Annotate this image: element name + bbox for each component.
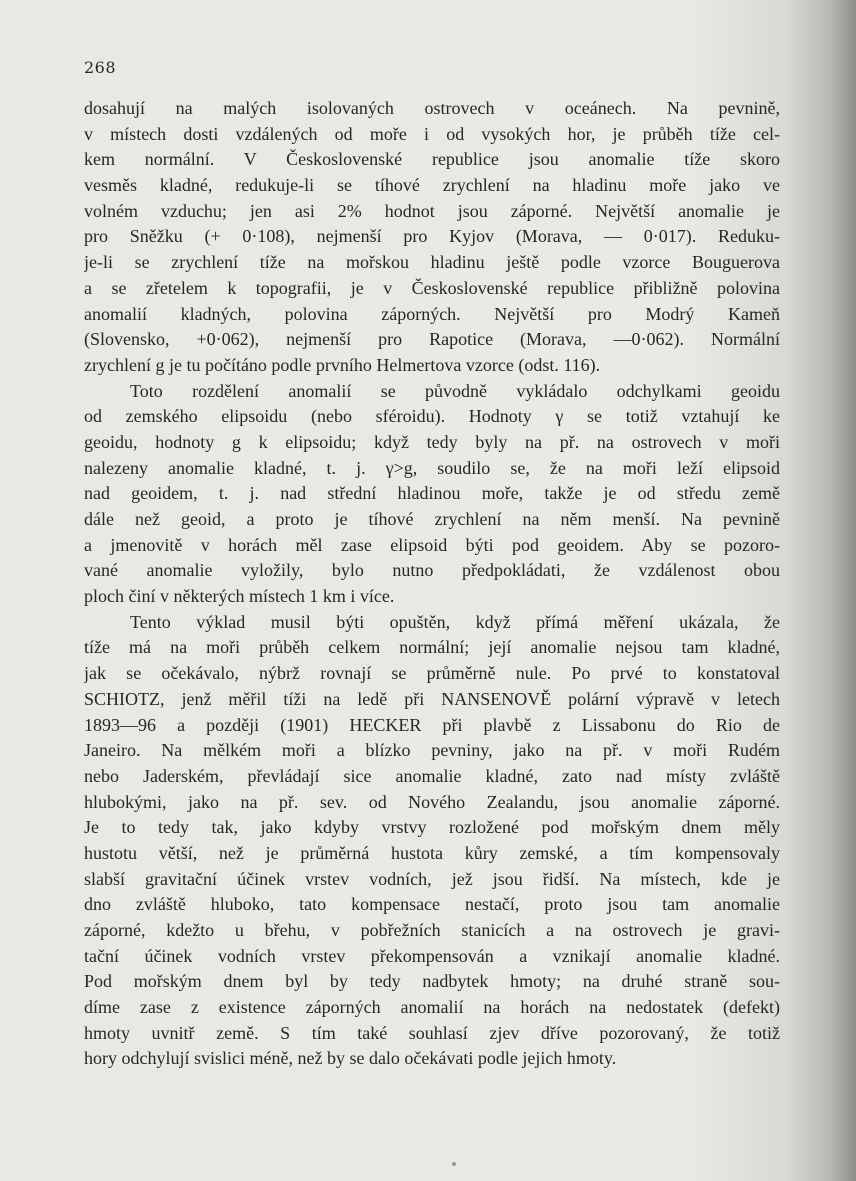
text-line: kem normální. V Československé republice jsou anomalie tíže skoro xyxy=(84,149,780,170)
text-line: ploch činí v některých místech 1 km i více. xyxy=(84,586,395,607)
text-line: a se zřetelem k topografii, je v Československé republice přibližně polovina xyxy=(84,277,780,298)
text-line: tační účinek vodních vrstev překompensován a vznikají anomalie kladné. xyxy=(84,945,780,966)
text-line: a jmenovitě v horách měl zase elipsoid býti pod geoidem. Aby se pozoro- xyxy=(84,534,780,555)
page-number: 268 xyxy=(84,58,117,77)
text-line: nalezeny anomalie kladné, t. j. γ>g, soudilo se, že na moři leží elipsoid xyxy=(84,457,780,478)
text-line: jak se očekávalo, nýbrž rovnají se průměrně nule. Po prvé to konstatoval xyxy=(84,663,780,684)
text-line: hustotu větší, než je průměrná hustota kůry zemské, a tím kompensovaly xyxy=(84,842,780,863)
paper-speck xyxy=(452,1162,456,1166)
text-line: nebo Jaderském, převládají sice anomalie kladné, zato nad místy zvláště xyxy=(84,765,780,786)
text-line: SCHIOTZ, jenž měřil tíži na ledě při NANSENOVĚ polární výpravě v letech xyxy=(84,688,780,709)
text-line: geoidu, hodnoty g k elipsoidu; když tedy byly na př. na ostrovech v moři xyxy=(84,431,780,452)
text-line: hory odchylují svislici méně, než by se dalo očekávati podle jejich hmoty. xyxy=(84,1048,617,1069)
text-line: díme zase z existence záporných anomalií na horách na nedostatek (defekt) xyxy=(84,997,780,1018)
text-line: tíže má na moři průběh celkem normální; její anomalie nejsou tam kladné, xyxy=(84,637,780,658)
text-line: slabší gravitační účinek vrstev vodních, jež jsou řidší. Na místech, kde je xyxy=(84,868,780,889)
text-line: dále než geoid, a proto je tíhové zrychlení na něm menší. Na pevnině xyxy=(84,509,780,529)
text-line: vané anomalie vyložily, bylo nutno předpokládati, že vzdálenost obou xyxy=(84,560,780,581)
text-line: v místech dosti vzdálených od moře i od vysokých hor, je průběh tíže cel- xyxy=(84,123,780,144)
text-line: Pod mořským dnem byl by tedy nadbytek hmoty; na druhé straně sou- xyxy=(84,971,780,992)
text-line: hmoty uvnitř země. S tím také souhlasí zjev dříve pozorovaný, že totiž xyxy=(84,1022,780,1043)
text-line: anomalií kladných, polovina záporných. Největší pro Modrý Kameň xyxy=(84,303,780,324)
text-line: záporné, kdežto u břehu, v pobřežních stanicích a na ostrovech je gravi- xyxy=(84,920,780,940)
text-line: dosahují na malých isolovaných ostrovech v oceánech. Na pevnině, xyxy=(84,98,780,118)
text-line: vesměs kladné, redukuje-li se tíhové zrychlení na hladinu moře jako ve xyxy=(84,175,780,196)
text-line: volném vzduchu; jen asi 2% hodnot jsou záporné. Největší anomalie je xyxy=(84,200,780,221)
text-line: 1893—96 a později (1901) HECKER při plavbě z Lissabonu do Rio de xyxy=(84,714,780,735)
text-line: zrychlení g je tu počítáno podle prvního Helmertova vzorce (odst. 116). xyxy=(84,354,601,375)
text-line: Janeiro. Na mělkém moři a blízko pevniny, jako na př. v moři Rudém xyxy=(84,740,780,761)
text-line: nad geoidem, t. j. nad střední hladinou moře, takže je od středu země xyxy=(84,483,780,504)
text-line: pro Sněžku (+ 0·108), nejmenší pro Kyjov (Morava, — 0·017). Reduku- xyxy=(84,226,780,247)
text-line: hlubokými, jako na př. sev. od Nového Zealandu, jsou anomalie záporné. xyxy=(84,791,780,812)
text-line: Tento výklad musil býti opuštěn, když přímá měření ukázala, že xyxy=(130,611,780,632)
text-line: dno zvláště hluboko, tato kompensace nestačí, proto jsou tam anomalie xyxy=(84,894,780,915)
text-line: Toto rozdělení anomalií se původně vykládalo odchylkami geoidu xyxy=(130,380,780,401)
text-line: (Slovensko, +0·062), nejmenší pro Rapotice (Morava, —0·062). Normální xyxy=(84,329,780,350)
text-line: je-li se zrychlení tíže na mořskou hladinu ještě podle vzorce Bouguerova xyxy=(84,252,780,273)
text-line: od zemského elipsoidu (nebo sféroidu). Hodnoty γ se totiž vztahují ke xyxy=(84,406,780,427)
body-text xyxy=(84,96,780,1072)
text-line: Je to tedy tak, jako kdyby vrstvy rozložené pod mořským dnem měly xyxy=(84,817,780,838)
